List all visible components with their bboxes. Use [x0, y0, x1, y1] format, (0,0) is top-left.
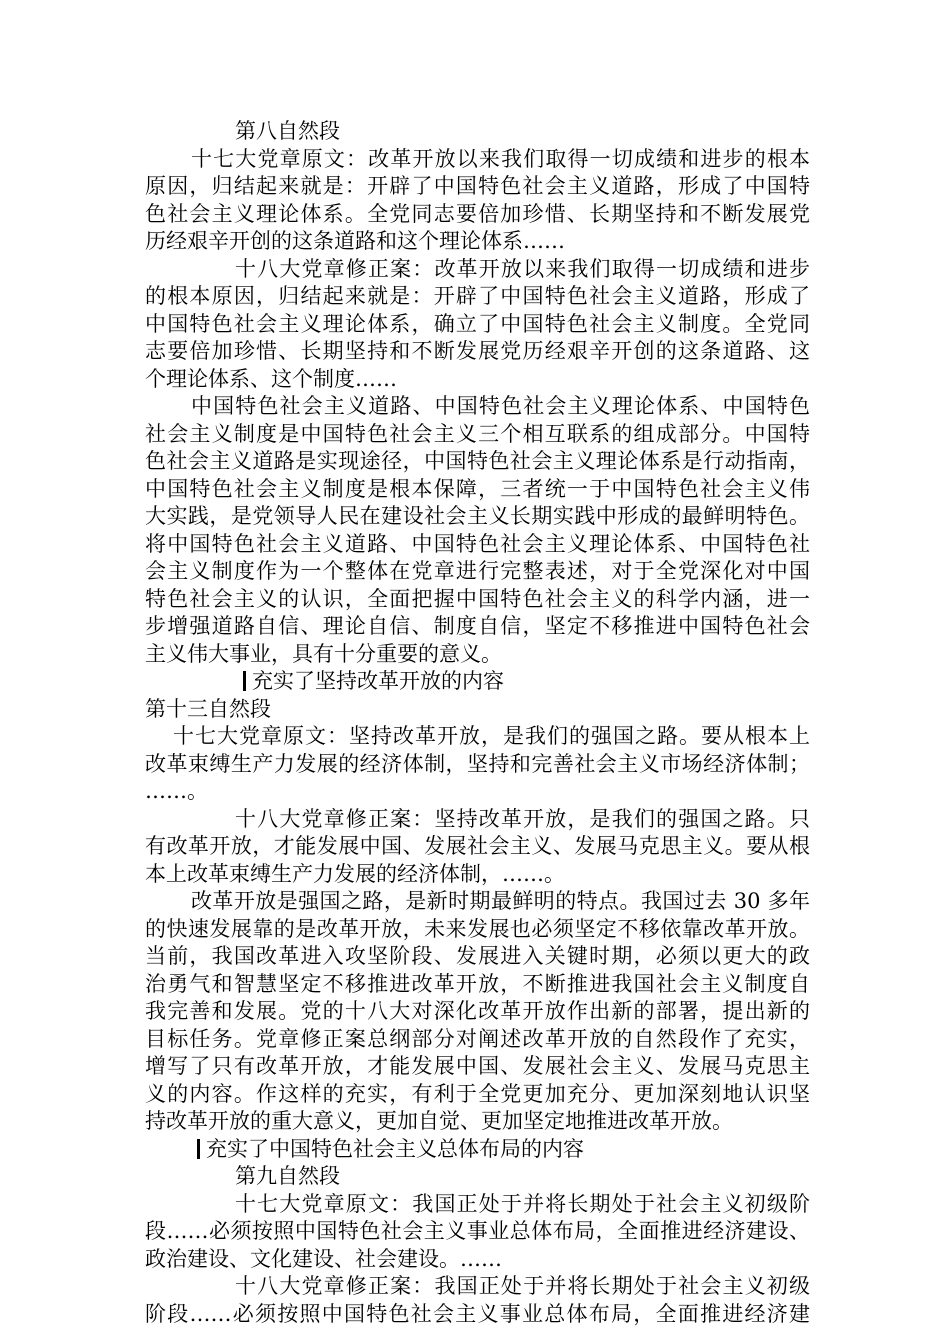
text-line: 志要倍加珍惜、长期坚持和不断发展党历经艰辛开创的这条道路、这 — [145, 339, 810, 363]
paragraph-heading: 第九自然段 — [235, 1164, 340, 1188]
text-line: 改革开放是强国之路，是新时期最鲜明的特点。我国过去 30 多年 — [191, 889, 810, 913]
text-line: 本上改革束缚生产力发展的经济体制，……。 — [145, 861, 565, 886]
section-heading-text: 充实了坚持改革开放的内容 — [252, 669, 504, 693]
text-line: 增写了只有改革开放，才能发展中国、发展社会主义、发展马克思主 — [145, 1054, 810, 1078]
text-line: 当前，我国改革进入攻坚阶段、发展进入关键时期，必须以更大的政 — [145, 944, 810, 968]
paragraph-heading: 第八自然段 — [235, 119, 340, 143]
text-line: 中国特色社会主义制度是根本保障，三者统一于中国特色社会主义伟 — [145, 476, 810, 501]
text-line: 将中国特色社会主义道路、中国特色社会主义理论体系、中国特色社 — [145, 531, 810, 556]
paragraph-heading: 第十三自然段 — [145, 696, 271, 721]
text-line: 改革束缚生产力发展的经济体制，坚持和完善社会主义市场经济体制； — [145, 751, 810, 776]
heading-bar-marker — [197, 1139, 200, 1159]
text-line: 的根本原因，归结起来就是：开辟了中国特色社会主义道路，形成了 — [145, 284, 810, 308]
text-line: 目标任务。党章修正案总纲部分对阐述改革开放的自然段作了充实， — [145, 1026, 810, 1051]
text-line: 大实践，是党领导人民在建设社会主义长期实践中形成的最鲜明特色。 — [145, 504, 810, 528]
text-line: 原因，归结起来就是：开辟了中国特色社会主义道路，形成了中国特 — [145, 174, 810, 198]
text-line: 会主义制度作为一个整体在党章进行完整表述，对于全党深化对中国 — [145, 559, 810, 583]
text-line: 色社会主义道路是实现途径，中国特色社会主义理论体系是行动指南， — [145, 449, 810, 473]
text-line: 十八大党章修正案：我国正处于并将长期处于社会主义初级 — [235, 1274, 810, 1298]
text-line: 社会主义制度是中国特色社会主义三个相互联系的组成部分。中国特 — [145, 421, 810, 446]
text-line: 义的内容。作这样的充实，有利于全党更加充分、更加深刻地认识坚 — [145, 1081, 810, 1106]
text-line: 历经艰辛开创的这条道路和这个理论体系…… — [145, 229, 565, 253]
section-heading — [145, 668, 810, 696]
text-line: 的快速发展靠的是改革开放，未来发展也必须坚定不移依靠改革开放。 — [145, 916, 810, 941]
text-line: 特色社会主义的认识，全面把握中国特色社会主义的科学内涵，进一 — [145, 586, 810, 611]
text-line: 中国特色社会主义理论体系，确立了中国特色社会主义制度。全党同 — [145, 311, 810, 336]
text-line: 十八大党章修正案：坚持改革开放，是我们的强国之路。只 — [235, 806, 810, 831]
text-line: 我完善和发展。党的十八大对深化改革开放作出新的部署，提出新的 — [145, 999, 810, 1023]
text-line: 持改革开放的重大意义，更加自觉、更加坚定地推进改革开放。 — [145, 1109, 733, 1133]
text-line: ……。 — [145, 779, 208, 803]
text-line: 十八大党章修正案：改革开放以来我们取得一切成绩和进步 — [235, 256, 810, 281]
text-line: 步增强道路自信、理论自信、制度自信，坚定不移推进中国特色社会 — [145, 614, 810, 638]
text-line: 中国特色社会主义道路、中国特色社会主义理论体系、中国特色 — [191, 394, 810, 418]
text-line: 政治建设、文化建设、社会建设。…… — [145, 1246, 502, 1271]
text-line: 色社会主义理论体系。全党同志要倍加珍惜、长期坚持和不断发展党 — [145, 201, 810, 226]
text-line: 个理论体系、这个制度…… — [145, 366, 397, 391]
text-line: 十七大党章原文：坚持改革开放，是我们的强国之路。要从根本上 — [173, 724, 810, 748]
heading-bar-marker — [243, 671, 246, 691]
text-line: 有改革开放，才能发展中国、发展社会主义、发展马克思主义。要从根 — [145, 834, 810, 858]
section-heading — [145, 1136, 810, 1164]
text-line: 主义伟大事业，具有十分重要的意义。 — [145, 641, 502, 666]
text-line: 治勇气和智慧坚定不移推进改革开放，不断推进我国社会主义制度自 — [145, 971, 810, 996]
text-line: 段……必须按照中国特色社会主义事业总体布局，全面推进经济建设、 — [145, 1219, 810, 1243]
text-line: 十七大党章原文：我国正处于并将长期处于社会主义初级阶 — [235, 1191, 810, 1216]
text-line: 阶段……必须按照中国特色社会主义事业总体布局，全面推进经济建 — [145, 1301, 810, 1326]
text-line: 十七大党章原文：改革开放以来我们取得一切成绩和进步的根本 — [191, 146, 810, 171]
document-page — [145, 118, 810, 1328]
section-heading-text: 充实了中国特色社会主义总体布局的内容 — [206, 1136, 584, 1161]
